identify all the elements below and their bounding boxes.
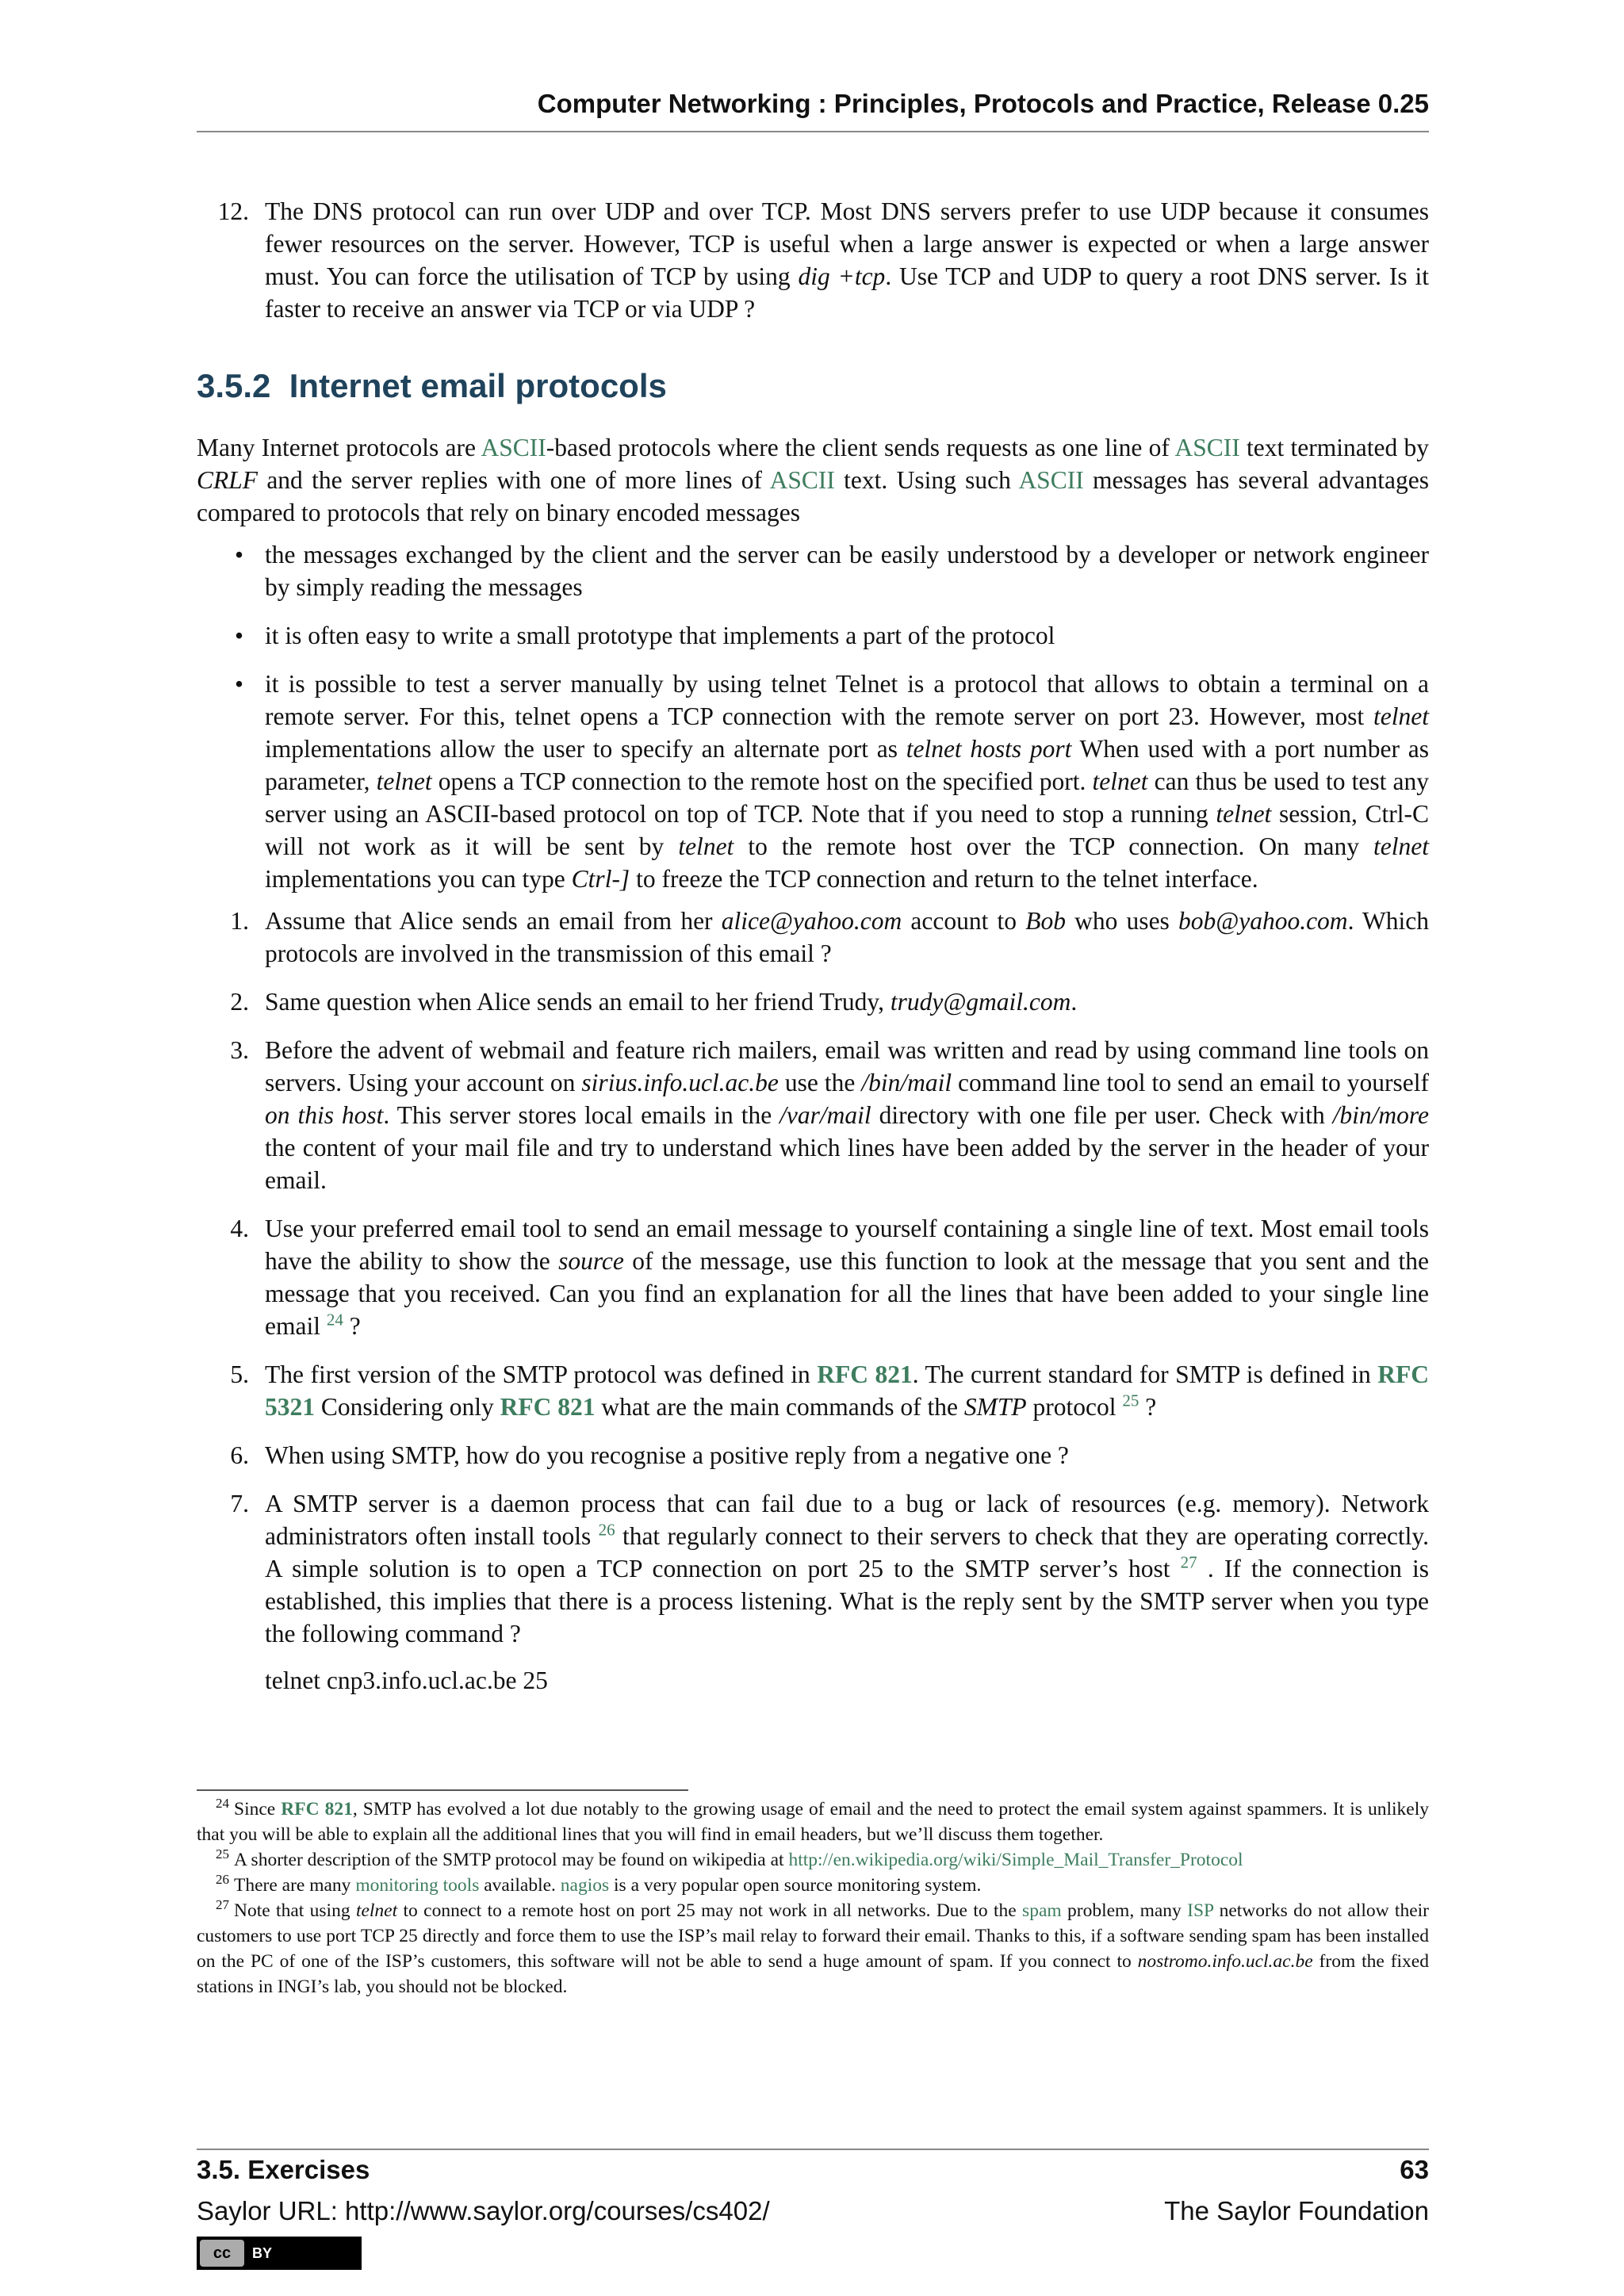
footnote-rule <box>197 1789 688 1791</box>
question-item-4: 4. Use your preferred email tool to send an email message to yourself containing a single line of text. Most email tools have the ability to show the source of the message, use this function to look at the message that you sent and the message that you received. Can you find an explanation for all the lines that have been added to your single line email $^{24}$ ? <box>230 1215 1429 1340</box>
ascii-link[interactable]: ASCII <box>481 434 546 461</box>
question-item-7: 7. A SMTP server is a daemon process that can fail due to a bug or lack of resources (e.g. memory). Network administrators often install tools $^{26}$ that regularly connect to their servers to check that they are operating correctly. A simple solution is to open a TCP connection on port 25 to the SMTP server’s host $^{27}$ . If the connection is established, this implies that there is a process listening. What is the reply sent by the SMTP server when you type the following command ? <box>230 1490 1429 1647</box>
page-number: 63 <box>1400 2155 1429 2184</box>
question-item-2: 2. Same question when Alice sends an email to her friend Trudy, trudy@gmail.com. <box>230 988 1078 1016</box>
footnote-26: $^{26}$ There are many monitoring tools available. nagios is a very popular open source monitoring system. <box>216 1872 982 1896</box>
footnote-27: $^{27}$ Note that using telnet to connect to a remote host on port 25 may not work in all networks. Due to the spam problem, many ISP networks do not allow their customers to use port TCP 25 directly and force them to use the ISP’s mail relay to forward their email. Thanks to this, if a software sending spam has been installed on the PC of one of the ISP’s customers, this software will not be able to send a huge amount of spam. If you connect to nostromo.info.ucl.ac.be from the fixed stations in INGI’s lab, you should not be blocked. <box>197 1897 1429 1997</box>
cc-by-license-badge[interactable] <box>197 2237 362 2270</box>
exercise-item-12: 12. The DNS protocol can run over UDP and over TCP. Most DNS servers prefer to use UDP because it consumes fewer resources on the server. However, TCP is useful when a large answer is expected or when a large answer must. You can force the utilisation of TCP by using dig +tcp. Use TCP and UDP to query a root DNS server. Is it faster to receive an answer via TCP or via UDP ? <box>197 195 1429 325</box>
saylor-url[interactable]: Saylor URL: http://www.saylor.org/courses/cs402/ <box>197 2196 770 2225</box>
isp-link[interactable]: ISP <box>1187 1900 1214 1921</box>
cc-icon: cc <box>200 2240 244 2267</box>
footnote-25: $^{25}$ A shorter description of the SMTP protocol may be found on wikipedia at http://en.wikipedia.org/wiki/Simple_Mail_Transfer_Protocol <box>216 1846 1243 1870</box>
bullet-item: • it is often easy to write a small prototype that implements a part of the protocol <box>197 619 1429 652</box>
footer-rule <box>197 2149 1429 2150</box>
question-list <box>197 905 1429 1697</box>
footnote-24: $^{24}$ Since RFC 821, SMTP has evolved a lot due notably to the growing usage of email and the need to protect the email system against spammers. It is unlikely that you will be able to explain all the additional lines that you will find in email headers, but we’ll discuss them together. <box>197 1796 1430 1845</box>
wikipedia-smtp-link[interactable]: http://en.wikipedia.org/wiki/Simple_Mail_Transfer_Protocol <box>788 1850 1243 1870</box>
question-item-1: 1. Assume that Alice sends an email from her alice@yahoo.com account to Bob who uses bob@yahoo.com. Which protocols are involved in the transmission of this email ? <box>230 907 1430 967</box>
footnote-ref-27[interactable]: 27 <box>1180 1552 1197 1572</box>
telnet-command: telnet cnp3.info.ucl.ac.be 25 <box>265 1667 548 1694</box>
ascii-link[interactable]: ASCII <box>769 466 835 494</box>
question-item-6: 6. When using SMTP, how do you recognise a positive reply from a negative one ? <box>230 1441 1069 1469</box>
saylor-foundation: The Saylor Foundation <box>1164 2196 1429 2225</box>
item-number: 12. <box>217 197 249 225</box>
intro-paragraph: Many Internet protocols are ASCII-based protocols where the client sends requests as one line of ASCII text terminated by CRLF and the server replies with one of more lines of ASCII text. Using such ASCII messages has several advantages compared to protocols that rely on binary encoded messages <box>197 434 1429 526</box>
running-header: Computer Networking : Principles, Protocols and Practice, Release 0.25 <box>537 89 1429 118</box>
footnote-ref-24[interactable]: 24 <box>326 1310 343 1330</box>
footnote-ref-26[interactable]: 26 <box>598 1520 615 1540</box>
monitoring-tools-link[interactable]: monitoring tools <box>355 1875 480 1896</box>
bullet-item: • the messages exchanged by the client and the server can be easily understood by a developer or network engineer by simply reading the messages <box>197 538 1429 603</box>
rfc-821-link[interactable]: RFC 821 <box>500 1393 596 1421</box>
question-item-5: 5. The first version of the SMTP protocol was defined in RFC 821. The current standard for SMTP is defined in RFC 5321 Considering only RFC 821 what are the main commands of the SMTP protocol $^{25}$ ? <box>230 1360 1429 1421</box>
spam-link[interactable]: spam <box>1022 1900 1062 1921</box>
bullet-list <box>197 538 1429 895</box>
question-item-3: 3. Before the advent of webmail and feature rich mailers, email was written and read by using command line tools on servers. Using your account on sirius.info.ucl.ac.be use the /bin/mail command line tool to send an email to yourself on this host. This server stores local emails in the /var/mail directory with one file per user. Check with /bin/more the content of your mail file and try to understand which lines have been added by the server in the header of your email. <box>230 1036 1429 1194</box>
bullet-item: • it is possible to test a server manually by using telnet Telnet is a protocol that allows to obtain a terminal on a remote server. For this, telnet opens a TCP connection with the remote server on port 23. However, most telnet implementations allow the user to specify an alternate port as telnet hosts port When used with a port number as parameter, telnet opens a TCP connection to the remote host on the specified port. telnet can thus be used to test any server using an ASCII-based protocol on top of TCP. Note that if you need to stop a running telnet session, Ctrl-C will not work as it will be sent by telnet to the remote host over the TCP connection. On many telnet implementations you can type Ctrl-] to freeze the TCP connection and return to the telnet interface. <box>197 668 1429 895</box>
rfc-5321-link[interactable]: RFC 5321 <box>265 1360 1429 1421</box>
bullet-dot: • <box>235 670 244 698</box>
ascii-link[interactable]: ASCII <box>1174 434 1240 461</box>
footnote-ref-25[interactable]: 25 <box>1122 1391 1139 1410</box>
by-label: BY <box>252 2244 273 2261</box>
bullet-dot: • <box>235 541 244 568</box>
section-heading: 3.5.2 Internet email protocols <box>197 367 667 404</box>
bullet-dot: • <box>235 622 244 649</box>
rfc-821-link[interactable]: RFC 821 <box>817 1360 913 1388</box>
ascii-link[interactable]: ASCII <box>1018 466 1084 494</box>
nagios-link[interactable]: nagios <box>560 1875 610 1896</box>
body-text <box>197 195 1429 1697</box>
footer-section: 3.5. Exercises <box>197 2155 370 2184</box>
footnotes <box>197 1797 1429 1999</box>
header-rule <box>197 131 1429 132</box>
rfc-821-link[interactable]: RFC 821 <box>281 1799 353 1820</box>
